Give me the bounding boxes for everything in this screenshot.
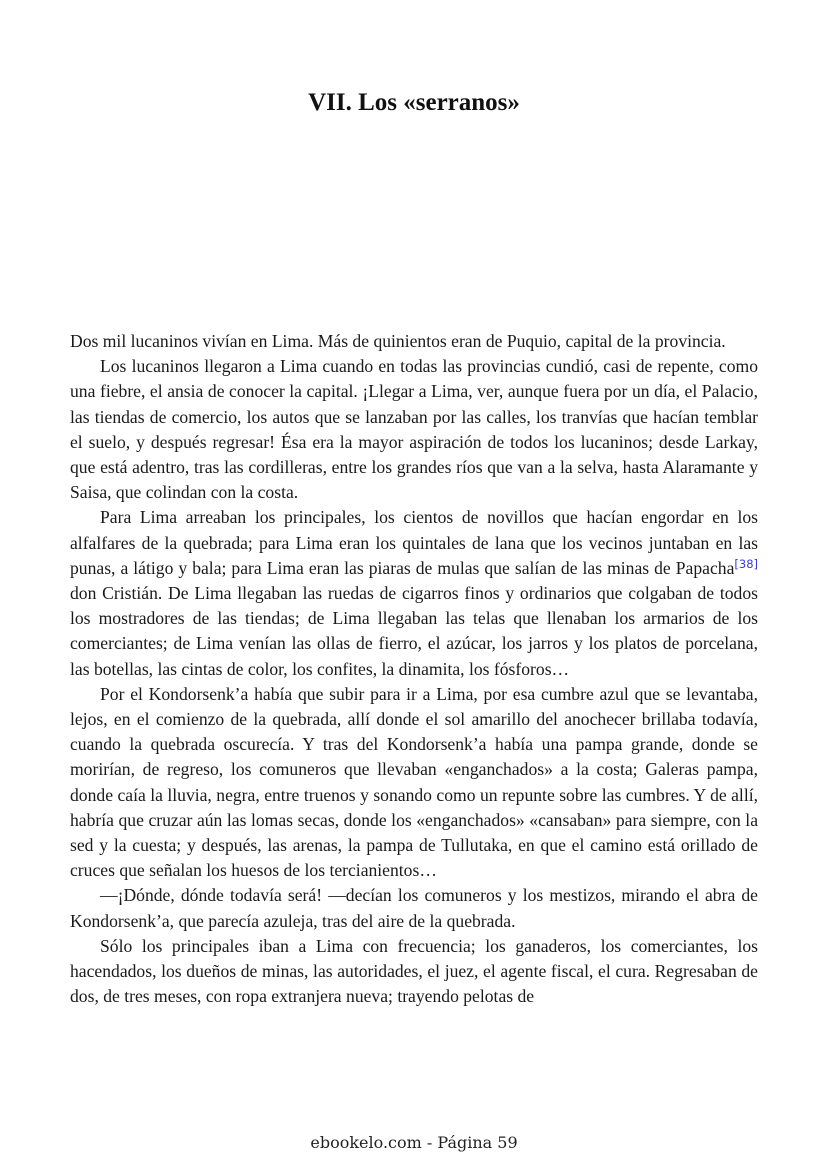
paragraph-3 [70,505,758,681]
chapter-title: VII. Los «serranos» [308,88,520,116]
footnote-link-38[interactable]: [38] [734,556,758,571]
paragraph-1: Dos mil lucaninos vivían en Lima. Más de quinientos eran de Puquio, capital de la provincia. [70,331,726,351]
paragraph-5-dialogue: —¡Dónde, dónde todavía será! —decían los comuneros y los mestizos, mirando el abra de Kondorsenk’a, que parecía azuleja, tras del aire de la quebrada. [70,885,758,931]
paragraph-3-text-before: Para Lima arreaban los principales, los cientos de novillos que hacían engordar en los alfalfares de la quebrada; para Lima eran los quintales de lana que los vecinos juntaban en las punas, a látigo y bala; para Lima eran las piaras de mulas que salían de las minas de Papacha [70,507,758,578]
paragraph-3-text-after: don Cristián. De Lima llegaban las ruedas de cigarros finos y ordinarios que colgaban de todos los mostradores de las tiendas; de Lima llegaban las telas que llenaban los armarios de los comerciantes; de Lima venían las ollas de fierro, el azúcar, los jarros y los platos de porcelana, las botellas, las cintas de color, los confites, la dinamita, los fósforos… [70,583,758,679]
paragraph-2: Los lucaninos llegaron a Lima cuando en todas las provincias cundió, casi de repente, como una fiebre, el ansia de conocer la capital. ¡Llegar a Lima, ver, aunque fuera por un día, el Palacio, las tiendas de comercio, los autos que se lanzaban por las calles, los tranvías que hacían temblar el suelo, y después regresar! Ésa era la mayor aspiración de todos los lucaninos; desde Larkay, que está adentro, tras las cordilleras, entre los grandes ríos que van a la selva, hasta Alaramante y Saisa, que colindan con la costa. [70,356,758,503]
page-footer: ebookelo.com - Página 59 [310,1133,518,1152]
paragraph-6: Sólo los principales iban a Lima con frecuencia; los ganaderos, los comerciantes, los hacendados, los dueños de minas, las autoridades, el juez, el agente fiscal, el cura. Regresaban de dos, de tres meses, con ropa extranjera nueva; trayendo pelotas de [70,935,758,1007]
paragraph-4: Por el Kondorsenk’a había que subir para ir a Lima, por esa cumbre azul que se levantaba, lejos, en el comienzo de la quebrada, allí donde el sol amarillo del anochecer brillaba todavía, cuando la quebrada oscurecía. Y tras del Kondorsenk’a había una pampa grande, donde se morirían, de regreso, los comuneros que llevaban «enganchados» a la costa; Galeras pampa, donde caía la lluvia, negra, entre truenos y sonando como un repunte sobre las cumbres. Y de allí, habría que cruzar aún las lomas secas, donde los «enganchados» «cansaban» para siempre, con la sed y la cuesta; y después, las arenas, la pampa de Tullutaka, en que el camino está orillado de cruces que señalan los huesos de los tercianientos… [70,683,758,881]
chapter-body [70,329,758,1009]
